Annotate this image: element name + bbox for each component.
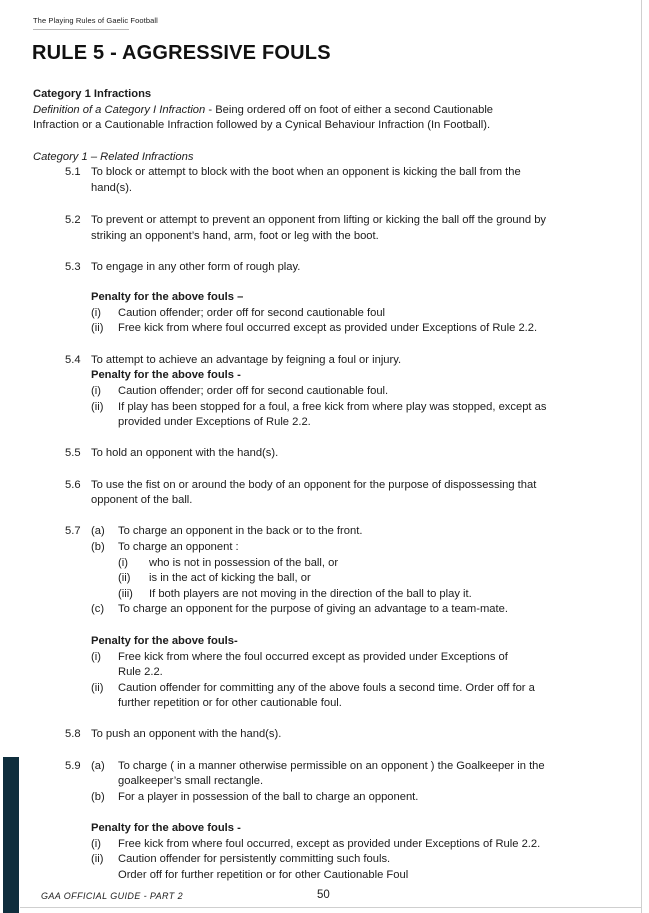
list-marker: (i) [91, 651, 101, 663]
rule-text: To charge an opponent for the purpose of giving an advantage to a team-mate. [118, 603, 508, 615]
penalty-text: Caution offender; order off for second cautionable foul [118, 307, 386, 319]
rule-text: To engage in any other form of rough play. [91, 261, 301, 273]
list-marker: (a) [91, 525, 105, 537]
category-definition-line1 [33, 103, 493, 119]
rule-text: To hold an opponent with the hand(s). [91, 447, 279, 459]
page-title: RULE 5 - AGGRESSIVE FOULS [32, 42, 331, 64]
category-definition-line2: Infraction or a Cautionable Infraction followed by a Cynical Behaviour Infraction (In Football). [33, 119, 491, 131]
penalty-heading: Penalty for the above fouls- [91, 635, 238, 647]
definition-text: - Being ordered off on foot of either a second Cautionable [205, 104, 494, 116]
rule-text: To charge an opponent in the back or to the front. [118, 525, 363, 537]
page-number: 50 [317, 889, 330, 901]
running-header: The Playing Rules of Gaelic Football [33, 16, 158, 25]
list-marker: (i) [91, 307, 101, 319]
penalty-heading: Penalty for the above fouls - [91, 822, 241, 834]
list-marker: (a) [91, 760, 105, 772]
penalty-text: provided under Exceptions of Rule 2.2. [118, 416, 311, 428]
header-divider [33, 29, 129, 30]
page-border-bottom [20, 907, 642, 908]
rule-number: 5.5 [65, 447, 81, 459]
rule-number: 5.3 [65, 261, 81, 273]
penalty-text: Order off for further repetition or for other Cautionable Foul [118, 869, 409, 881]
rule-number: 5.6 [65, 479, 81, 491]
list-marker: (i) [118, 557, 128, 569]
penalty-text: If play has been stopped for a foul, a free kick from where play was stopped, except as [118, 401, 547, 413]
list-marker: (b) [91, 541, 105, 553]
penalty-text: further repetition or for other cautionable foul. [118, 697, 342, 709]
footer-guide-title: GAA OFFICIAL GUIDE - PART 2 [41, 891, 183, 901]
penalty-text: Free kick from where foul occurred except as provided under Exceptions of Rule 2.2. [118, 322, 538, 334]
rule-text: To prevent or attempt to prevent an opponent from lifting or kicking the ball off the ground by [91, 214, 547, 226]
list-marker: (i) [91, 838, 101, 850]
list-marker: (i) [91, 385, 101, 397]
list-marker: (ii) [91, 401, 104, 413]
list-marker: (ii) [91, 682, 104, 694]
related-infractions-heading: Category 1 – Related Infractions [33, 151, 194, 163]
rule-number: 5.9 [65, 760, 81, 772]
side-accent-bar [3, 757, 19, 913]
rule-text: To attempt to achieve an advantage by feigning a foul or injury. [91, 354, 402, 366]
rule-text: To push an opponent with the hand(s). [91, 728, 282, 740]
rule-text: To charge ( in a manner otherwise permissible on an opponent ) the Goalkeeper in the [118, 760, 545, 772]
list-marker: (b) [91, 791, 105, 803]
rule-text: To block or attempt to block with the boot when an opponent is kicking the ball from the [91, 166, 521, 178]
penalty-text: Caution offender for committing any of the above fouls a second time. Order off for a [118, 682, 535, 694]
penalty-text: Free kick from where the foul occurred except as provided under Exceptions of [118, 651, 508, 663]
rule-text: is in the act of kicking the ball, or [149, 572, 311, 584]
penalty-text: Free kick from where foul occurred, except as provided under Exceptions of Rule 2.2. [118, 838, 541, 850]
rule-number: 5.2 [65, 214, 81, 226]
penalty-text: Caution offender for persistently committing such fouls. [118, 853, 391, 865]
rule-text: striking an opponent’s hand, arm, foot or leg with the boot. [91, 230, 379, 242]
penalty-heading: Penalty for the above fouls – [91, 291, 244, 303]
rule-number: 5.4 [65, 354, 81, 366]
list-marker: (ii) [91, 322, 104, 334]
rule-text: For a player in possession of the ball to charge an opponent. [118, 791, 419, 803]
rule-text: opponent of the ball. [91, 494, 193, 506]
rule-number: 5.8 [65, 728, 81, 740]
rule-text: hand(s). [91, 182, 133, 194]
list-marker: (ii) [91, 853, 104, 865]
penalty-text: Caution offender; order off for second cautionable foul. [118, 385, 389, 397]
rule-text: goalkeeper’s small rectangle. [118, 775, 264, 787]
category-heading: Category 1 Infractions [33, 88, 152, 100]
definition-label: Definition of a Category I Infraction [33, 104, 206, 116]
list-marker: (iii) [118, 588, 133, 600]
rule-number: 5.7 [65, 525, 81, 537]
page-border-right [641, 0, 642, 913]
rule-text: To use the fist on or around the body of an opponent for the purpose of dispossessing that [91, 479, 537, 491]
rule-text: To charge an opponent : [118, 541, 239, 553]
penalty-text: Rule 2.2. [118, 666, 163, 678]
rule-number: 5.1 [65, 166, 81, 178]
rule-text: If both players are not moving in the direction of the ball to play it. [149, 588, 472, 600]
rule-text: who is not in possession of the ball, or [149, 557, 339, 569]
penalty-heading: Penalty for the above fouls - [91, 369, 241, 381]
list-marker: (c) [91, 603, 105, 615]
list-marker: (ii) [118, 572, 131, 584]
